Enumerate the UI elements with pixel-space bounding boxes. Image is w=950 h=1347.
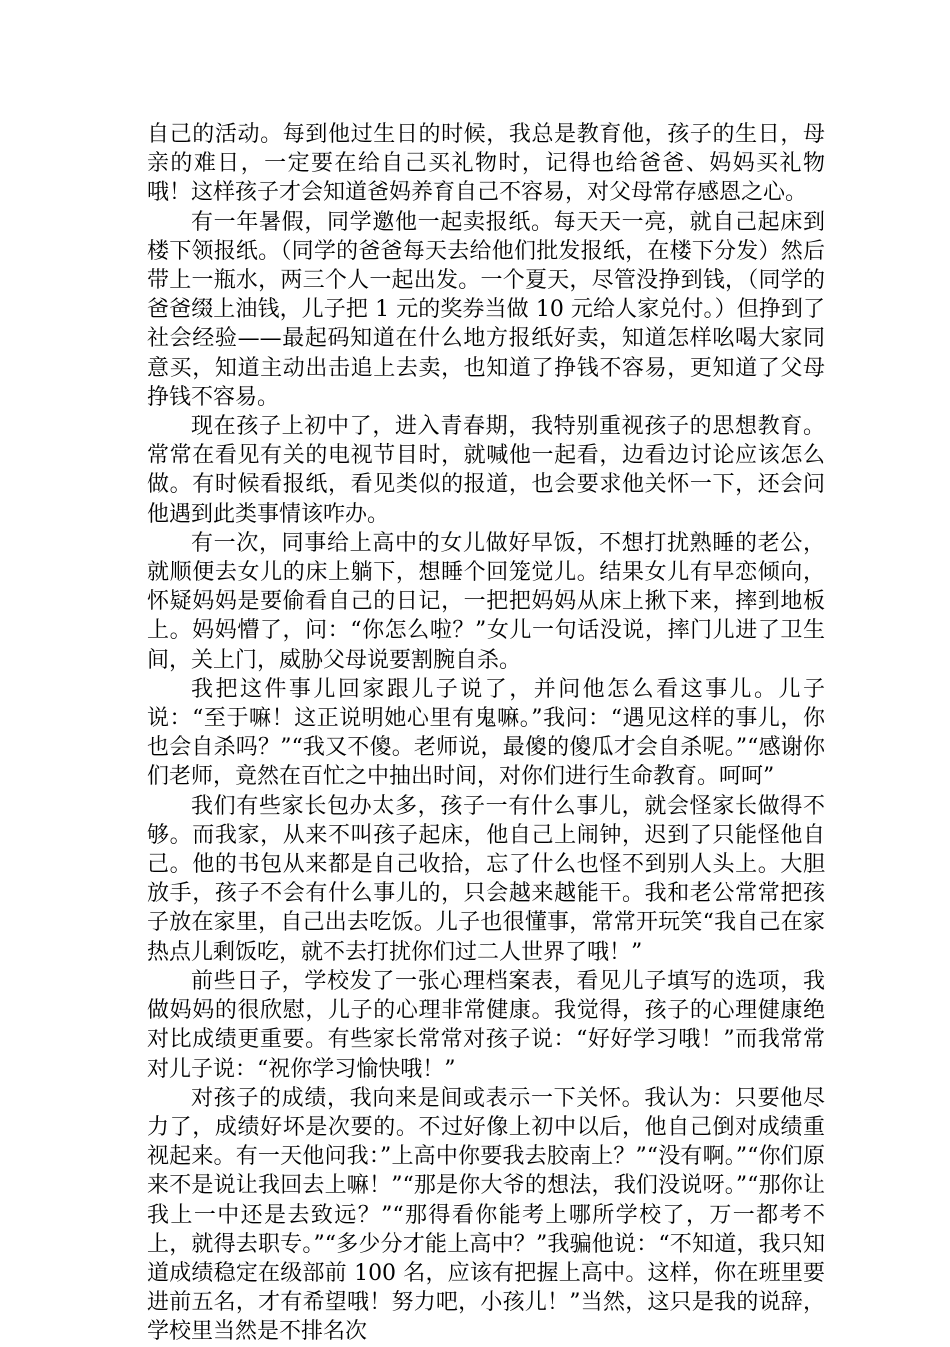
- paragraph-selling-newspapers: 有一年暑假，同学邀他一起卖报纸。每天天一亮，就自己起床到楼下领报纸。（同学的爸爸每天去给他们批发报纸，在楼下分发）然后带上一瓶水，两三个人一起出发。一个夏天，尽管没挣到钱，（同学的爸爸缀上油钱，儿子把 1 元的奖券当做 10 元给人家兑付。）但挣到了社会经验——最起码知道在什么地方报纸好卖，知道怎样吆喝大家同意买，知道主动出击追上去卖，也知道了挣钱不容易，更知道了父母挣钱不容易。: [147, 209, 825, 410]
- paragraph-grades: 对孩子的成绩，我向来是间或表示一下关怀。我认为：只要他尽力了，成绩好坏是次要的。不过好像上初中以后，他自己倒对成绩重视起来。有一天他问我：”上高中你要我去胶南上？”“没有啊。”“你们原来不是说让我回去上嘛！”“那是你大爷的想法，我们没说呀。”“那你让我上一中还是去致远？”“那得看你能考上哪所学校了，万一都考不上，就得去职专。”“多少分才能上高中？”我骗他说：“不知道，我只知道成绩稳定在级部前 100 名，应该有把握上高中。这样，你在班里要进前五名，才有希望哦！努力吧，小孩儿！”当然，这只是我的说辞，学校里当然是不排名次: [147, 1085, 825, 1345]
- paragraph-birthday-gratitude: 自己的活动。每到他过生日的时候，我总是教育他，孩子的生日，母亲的难日，一定要在给自己买礼物时，记得也给爸爸、妈妈买礼物哦！这样孩子才会知道爸妈养育自己不容易，对父母常存感恩之心。: [147, 122, 825, 206]
- document-body: [147, 120, 825, 1347]
- paragraph-colleague-daughter: 有一次，同事给上高中的女儿做好早饭，不想打扰熟睡的老公，就顺便去女儿的床上躺下，想睡个回笼觉儿。结果女儿有早恋倾向，怀疑妈妈是要偷看自己的日记，一把把妈妈从床上揪下来，摔到地板上。妈妈懵了，问：“你怎么啦？”女儿一句话没说，摔门儿进了卫生间，关上门，威胁父母说要割腕自杀。: [147, 530, 825, 673]
- paragraph-thought-education: 现在孩子上初中了，进入青春期，我特别重视孩子的思想教育。常常在看见有关的电视节目时，就喊他一起看，边看边讨论应该怎么做。有时候看报纸，看见类似的报道，也会要求他关怀一下，还会问他遇到此类事情该咋办。: [147, 414, 825, 527]
- paragraph-psychology-form: 前些日子，学校发了一张心理档案表，看见儿子填写的选项，我做妈妈的很欣慰，儿子的心理非常健康。我觉得，孩子的心理健康绝对比成绩更重要。有些家长常常对孩子说：“好好学习哦！”而我常常对儿子说：“祝你学习愉快哦！”: [147, 968, 825, 1082]
- paragraph-independence: 我们有些家长包办太多，孩子一有什么事儿，就会怪家长做得不够。而我家，从来不叫孩子起床，他自己上闹钟，迟到了只能怪他自己。他的书包从来都是自己收拾，忘了什么也怪不到别人头上。大胆放手，孩子不会有什么事儿的，只会越来越能干。我和老公常常把孩子放在家里，自己出去吃饭。儿子也很懂事，常常开玩笑“我自己在家热点儿剩饭吃，就不去打扰你们过二人世界了哦！”: [147, 793, 825, 965]
- paragraph-son-conversation: 我把这件事儿回家跟儿子说了，并问他怎么看这事儿。儿子说：“至于嘛！这正说明她心里有鬼嘛。”我问：“遇见这样的事儿，你也会自杀吗？”“我又不傻。老师说，最傻的傻瓜才会自杀呢。”“感谢你们老师，竟然在百忙之中抽出时间，对你们进行生命教育。呵呵”: [147, 676, 825, 790]
